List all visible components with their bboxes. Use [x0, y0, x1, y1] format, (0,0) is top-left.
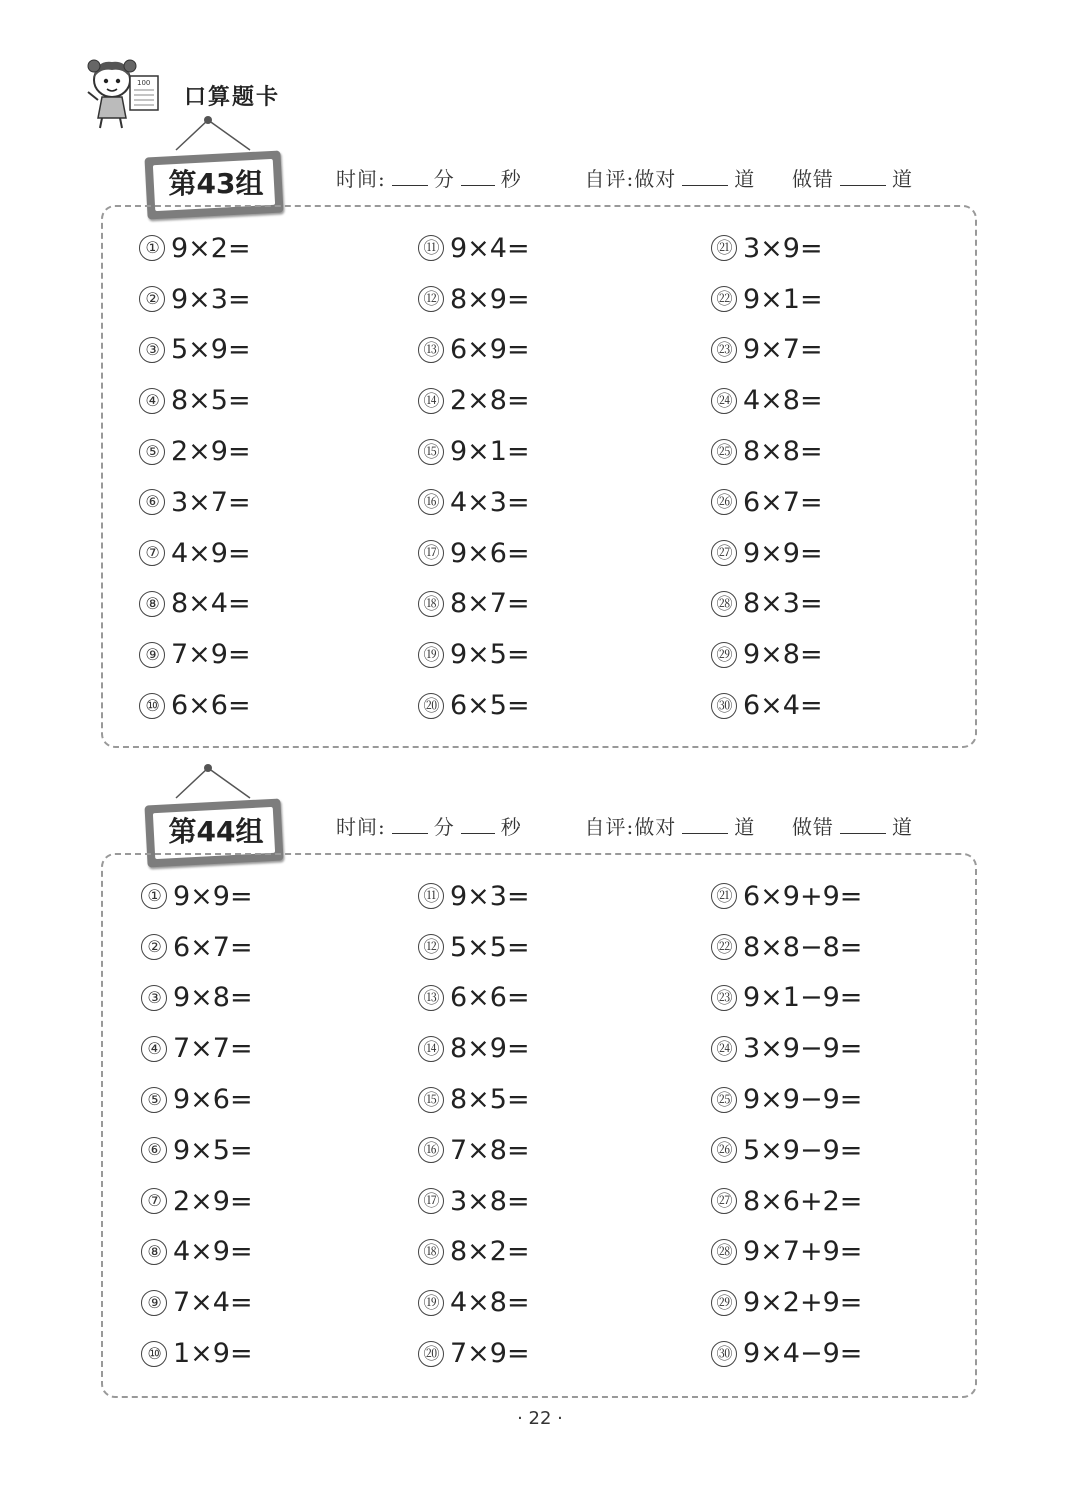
problem-item: [418, 325, 530, 376]
problem-number: ④: [141, 1036, 167, 1062]
wrong-unit: 道: [891, 167, 913, 191]
problem-expression: 9×8=: [173, 982, 253, 1014]
problem-number: ㉑: [711, 235, 737, 261]
problem-expression: 9×6=: [173, 1084, 253, 1116]
group-title: 第43组: [168, 167, 264, 200]
problem-expression: 3×7=: [171, 486, 251, 518]
problem-item: [711, 426, 823, 477]
problem-number: ㉓: [711, 985, 737, 1011]
problem-expression: 9×9=: [173, 880, 253, 912]
problem-expression: 9×2+9=: [743, 1287, 863, 1319]
problem-item: [139, 375, 251, 426]
problem-expression: 4×3=: [450, 486, 530, 518]
problem-expression: 8×9=: [450, 283, 530, 315]
problem-item: [711, 1125, 862, 1176]
problem-expression: 9×3=: [171, 283, 251, 315]
problem-expression: 6×7=: [743, 486, 823, 518]
problem-item: [418, 1023, 530, 1074]
problem-number: ⑤: [141, 1087, 167, 1113]
problem-item: [711, 1023, 862, 1074]
seconds-label: 秒: [500, 167, 522, 191]
problem-expression: 7×7=: [173, 1033, 253, 1065]
problem-expression: 8×2=: [450, 1236, 530, 1268]
correct-blank[interactable]: [682, 167, 728, 186]
problem-item: [418, 1227, 530, 1278]
problem-item: [711, 1328, 862, 1379]
problem-expression: 6×7=: [173, 931, 253, 963]
minutes-blank[interactable]: [392, 167, 428, 186]
problem-expression: 8×8=: [743, 436, 823, 468]
group-title: 第44组: [168, 815, 264, 848]
problem-expression: 1×9=: [173, 1338, 253, 1370]
problem-item: [711, 477, 823, 528]
problem-number: ㉚: [711, 693, 737, 719]
problem-item: [711, 922, 862, 973]
problem-number: ⑩: [141, 1341, 167, 1367]
problem-number: ㉔: [711, 388, 737, 414]
minutes-label: 分: [433, 815, 455, 839]
problem-number: ⑲: [418, 642, 444, 668]
problem-expression: 6×9=: [450, 334, 530, 366]
problem-number: ①: [141, 883, 167, 909]
problem-number: ⑱: [418, 591, 444, 617]
problem-item: [141, 1227, 253, 1278]
problem-number: ⑤: [139, 439, 165, 465]
problem-number: ㉘: [711, 1239, 737, 1265]
problem-number: ⑪: [418, 235, 444, 261]
problem-number: ⑨: [141, 1290, 167, 1316]
problem-number: ㉕: [711, 1087, 737, 1113]
problem-number: ㉕: [711, 439, 737, 465]
problem-expression: 9×7+9=: [743, 1236, 863, 1268]
problem-expression: 4×9=: [173, 1236, 253, 1268]
problem-expression: 8×6+2=: [743, 1185, 863, 1217]
time-label: 时间:: [336, 167, 386, 191]
score-info: [336, 163, 913, 192]
problem-column-1: [141, 871, 253, 1379]
problem-number: ⑩: [139, 693, 165, 719]
problem-expression: 3×8=: [450, 1185, 530, 1217]
seconds-blank[interactable]: [461, 815, 495, 834]
problem-item: [711, 223, 823, 274]
problem-item: [418, 274, 530, 325]
problem-column-2: [418, 223, 530, 731]
problem-item: [141, 1176, 253, 1227]
problem-item: [418, 1176, 530, 1227]
problem-number: ㉗: [711, 540, 737, 566]
problem-expression: 8×8−8=: [743, 931, 863, 963]
problem-number: ③: [139, 337, 165, 363]
problem-item: [711, 629, 823, 680]
time-label: 时间:: [336, 815, 386, 839]
problem-number: ⑭: [418, 388, 444, 414]
minutes-label: 分: [433, 167, 455, 191]
problem-item: [141, 1277, 253, 1328]
problem-number: ⑬: [418, 337, 444, 363]
problem-item: [139, 477, 251, 528]
problem-column-1: [139, 223, 251, 731]
problem-item: [139, 274, 251, 325]
problem-number: ⑪: [418, 883, 444, 909]
problem-item: [141, 1125, 253, 1176]
problem-number: ⑯: [418, 489, 444, 515]
problem-number: ③: [141, 985, 167, 1011]
problem-expression: 9×1=: [450, 436, 530, 468]
minutes-blank[interactable]: [392, 815, 428, 834]
problem-number: ⑫: [418, 934, 444, 960]
problem-number: ㉚: [711, 1341, 737, 1367]
problem-expression: 9×7=: [743, 334, 823, 366]
correct-blank[interactable]: [682, 815, 728, 834]
wrong-blank[interactable]: [840, 167, 886, 186]
hanging-string-icon: [146, 762, 286, 802]
correct-label: 自评:做对: [584, 167, 677, 191]
problem-number: ⑳: [418, 693, 444, 719]
problem-item: [418, 579, 530, 630]
problem-number: ④: [139, 388, 165, 414]
problem-item: [418, 629, 530, 680]
problem-item: [711, 680, 823, 731]
problem-expression: 8×7=: [450, 588, 530, 620]
problem-expression: 9×1−9=: [743, 982, 863, 1014]
problem-item: [418, 922, 530, 973]
problem-item: [139, 528, 251, 579]
problem-item: [711, 1227, 862, 1278]
problem-item: [139, 325, 251, 376]
problem-expression: 8×3=: [743, 588, 823, 620]
problem-column-2: [418, 871, 530, 1379]
problem-item: [418, 1125, 530, 1176]
problem-expression: 9×3=: [450, 880, 530, 912]
problem-expression: 7×4=: [173, 1287, 253, 1319]
problems-box: [101, 853, 977, 1398]
problem-number: ㉖: [711, 489, 737, 515]
problem-expression: 8×9=: [450, 1033, 530, 1065]
problem-expression: 6×6=: [171, 690, 251, 722]
problem-number: ⑨: [139, 642, 165, 668]
problem-item: [418, 1074, 530, 1125]
problem-number: ⑲: [418, 1290, 444, 1316]
problem-expression: 9×4=: [450, 232, 530, 264]
problem-item: [141, 871, 253, 922]
problem-number: ㉘: [711, 591, 737, 617]
problem-number: ⑬: [418, 985, 444, 1011]
problem-item: [418, 973, 530, 1024]
problem-number: ②: [141, 934, 167, 960]
problem-expression: 9×9−9=: [743, 1084, 863, 1116]
problem-item: [141, 1023, 253, 1074]
problem-number: ⑧: [141, 1239, 167, 1265]
problem-expression: 2×9=: [173, 1185, 253, 1217]
svg-text:100: 100: [137, 79, 151, 87]
problem-expression: 8×5=: [450, 1084, 530, 1116]
correct-unit: 道: [734, 167, 756, 191]
problem-item: [711, 375, 823, 426]
problem-expression: 9×5=: [450, 639, 530, 671]
problem-expression: 9×8=: [743, 639, 823, 671]
page-number: · 22 ·: [517, 1408, 563, 1429]
problem-number: ⑥: [139, 489, 165, 515]
problem-number: ⑮: [418, 439, 444, 465]
problem-expression: 2×8=: [450, 385, 530, 417]
correct-label: 自评:做对: [584, 815, 677, 839]
problem-item: [418, 1277, 530, 1328]
problem-expression: 8×4=: [171, 588, 251, 620]
problem-number: ⑦: [139, 540, 165, 566]
problem-number: ㉖: [711, 1137, 737, 1163]
book-title: 口算题卡: [184, 85, 281, 110]
problem-item: [141, 973, 253, 1024]
problem-number: ①: [139, 235, 165, 261]
hanging-string-icon: [146, 114, 286, 154]
problem-column-3: [711, 871, 862, 1379]
problem-number: ㉒: [711, 934, 737, 960]
problem-item: [418, 528, 530, 579]
problem-number: ⑳: [418, 1341, 444, 1367]
wrong-label: 做错: [791, 815, 834, 839]
problem-number: ②: [139, 286, 165, 312]
problem-expression: 7×8=: [450, 1134, 530, 1166]
problem-expression: 2×9=: [171, 436, 251, 468]
problem-item: [711, 1176, 862, 1227]
problem-expression: 9×5=: [173, 1134, 253, 1166]
problem-expression: 4×8=: [450, 1287, 530, 1319]
problem-item: [139, 629, 251, 680]
problem-expression: 5×5=: [450, 931, 530, 963]
problem-item: [418, 223, 530, 274]
problem-number: ⑭: [418, 1036, 444, 1062]
problem-expression: 7×9=: [450, 1338, 530, 1370]
problem-expression: 6×4=: [743, 690, 823, 722]
problem-number: ⑯: [418, 1137, 444, 1163]
problem-number: ㉙: [711, 642, 737, 668]
problem-item: [418, 477, 530, 528]
problem-column-3: [711, 223, 823, 731]
problem-expression: 4×8=: [743, 385, 823, 417]
problem-item: [418, 375, 530, 426]
correct-unit: 道: [734, 815, 756, 839]
problem-item: [418, 680, 530, 731]
problem-item: [139, 579, 251, 630]
problem-number: ⑰: [418, 540, 444, 566]
problem-expression: 6×6=: [450, 982, 530, 1014]
problem-item: [139, 223, 251, 274]
problem-expression: 3×9=: [743, 232, 823, 264]
problem-expression: 9×2=: [171, 232, 251, 264]
problem-expression: 9×4−9=: [743, 1338, 863, 1370]
problem-item: [141, 1328, 253, 1379]
problem-expression: 6×5=: [450, 690, 530, 722]
problem-expression: 8×5=: [171, 385, 251, 417]
problem-expression: 9×1=: [743, 283, 823, 315]
problem-number: ㉑: [711, 883, 737, 909]
problem-item: [711, 973, 862, 1024]
problem-number: ㉗: [711, 1188, 737, 1214]
problem-number: ㉒: [711, 286, 737, 312]
problem-number: ⑦: [141, 1188, 167, 1214]
problem-expression: 6×9+9=: [743, 880, 863, 912]
problem-expression: 3×9−9=: [743, 1033, 863, 1065]
problem-item: [711, 871, 862, 922]
problem-item: [418, 426, 530, 477]
problem-expression: 9×6=: [450, 537, 530, 569]
score-info: [336, 811, 913, 840]
seconds-label: 秒: [500, 815, 522, 839]
problem-number: ⑮: [418, 1087, 444, 1113]
problem-item: [711, 1074, 862, 1125]
problem-number: ⑫: [418, 286, 444, 312]
problem-item: [711, 325, 823, 376]
problem-item: [418, 871, 530, 922]
problem-number: ㉔: [711, 1036, 737, 1062]
problem-item: [141, 1074, 253, 1125]
problem-number: ㉓: [711, 337, 737, 363]
problem-number: ⑥: [141, 1137, 167, 1163]
problem-item: [141, 922, 253, 973]
problem-item: [139, 426, 251, 477]
problem-number: ㉙: [711, 1290, 737, 1316]
wrong-unit: 道: [891, 815, 913, 839]
problem-expression: 7×9=: [171, 639, 251, 671]
problem-item: [711, 579, 823, 630]
problem-item: [711, 1277, 862, 1328]
problem-item: [711, 274, 823, 325]
problem-item: [418, 1328, 530, 1379]
problem-expression: 4×9=: [171, 537, 251, 569]
wrong-label: 做错: [791, 167, 834, 191]
problem-item: [711, 528, 823, 579]
problem-item: [139, 680, 251, 731]
problems-box: [101, 205, 977, 748]
problem-expression: 5×9=: [171, 334, 251, 366]
wrong-blank[interactable]: [840, 815, 886, 834]
problem-expression: 5×9−9=: [743, 1134, 863, 1166]
seconds-blank[interactable]: [461, 167, 495, 186]
problem-expression: 9×9=: [743, 537, 823, 569]
problem-number: ⑧: [139, 591, 165, 617]
problem-number: ⑱: [418, 1239, 444, 1265]
problem-number: ⑰: [418, 1188, 444, 1214]
